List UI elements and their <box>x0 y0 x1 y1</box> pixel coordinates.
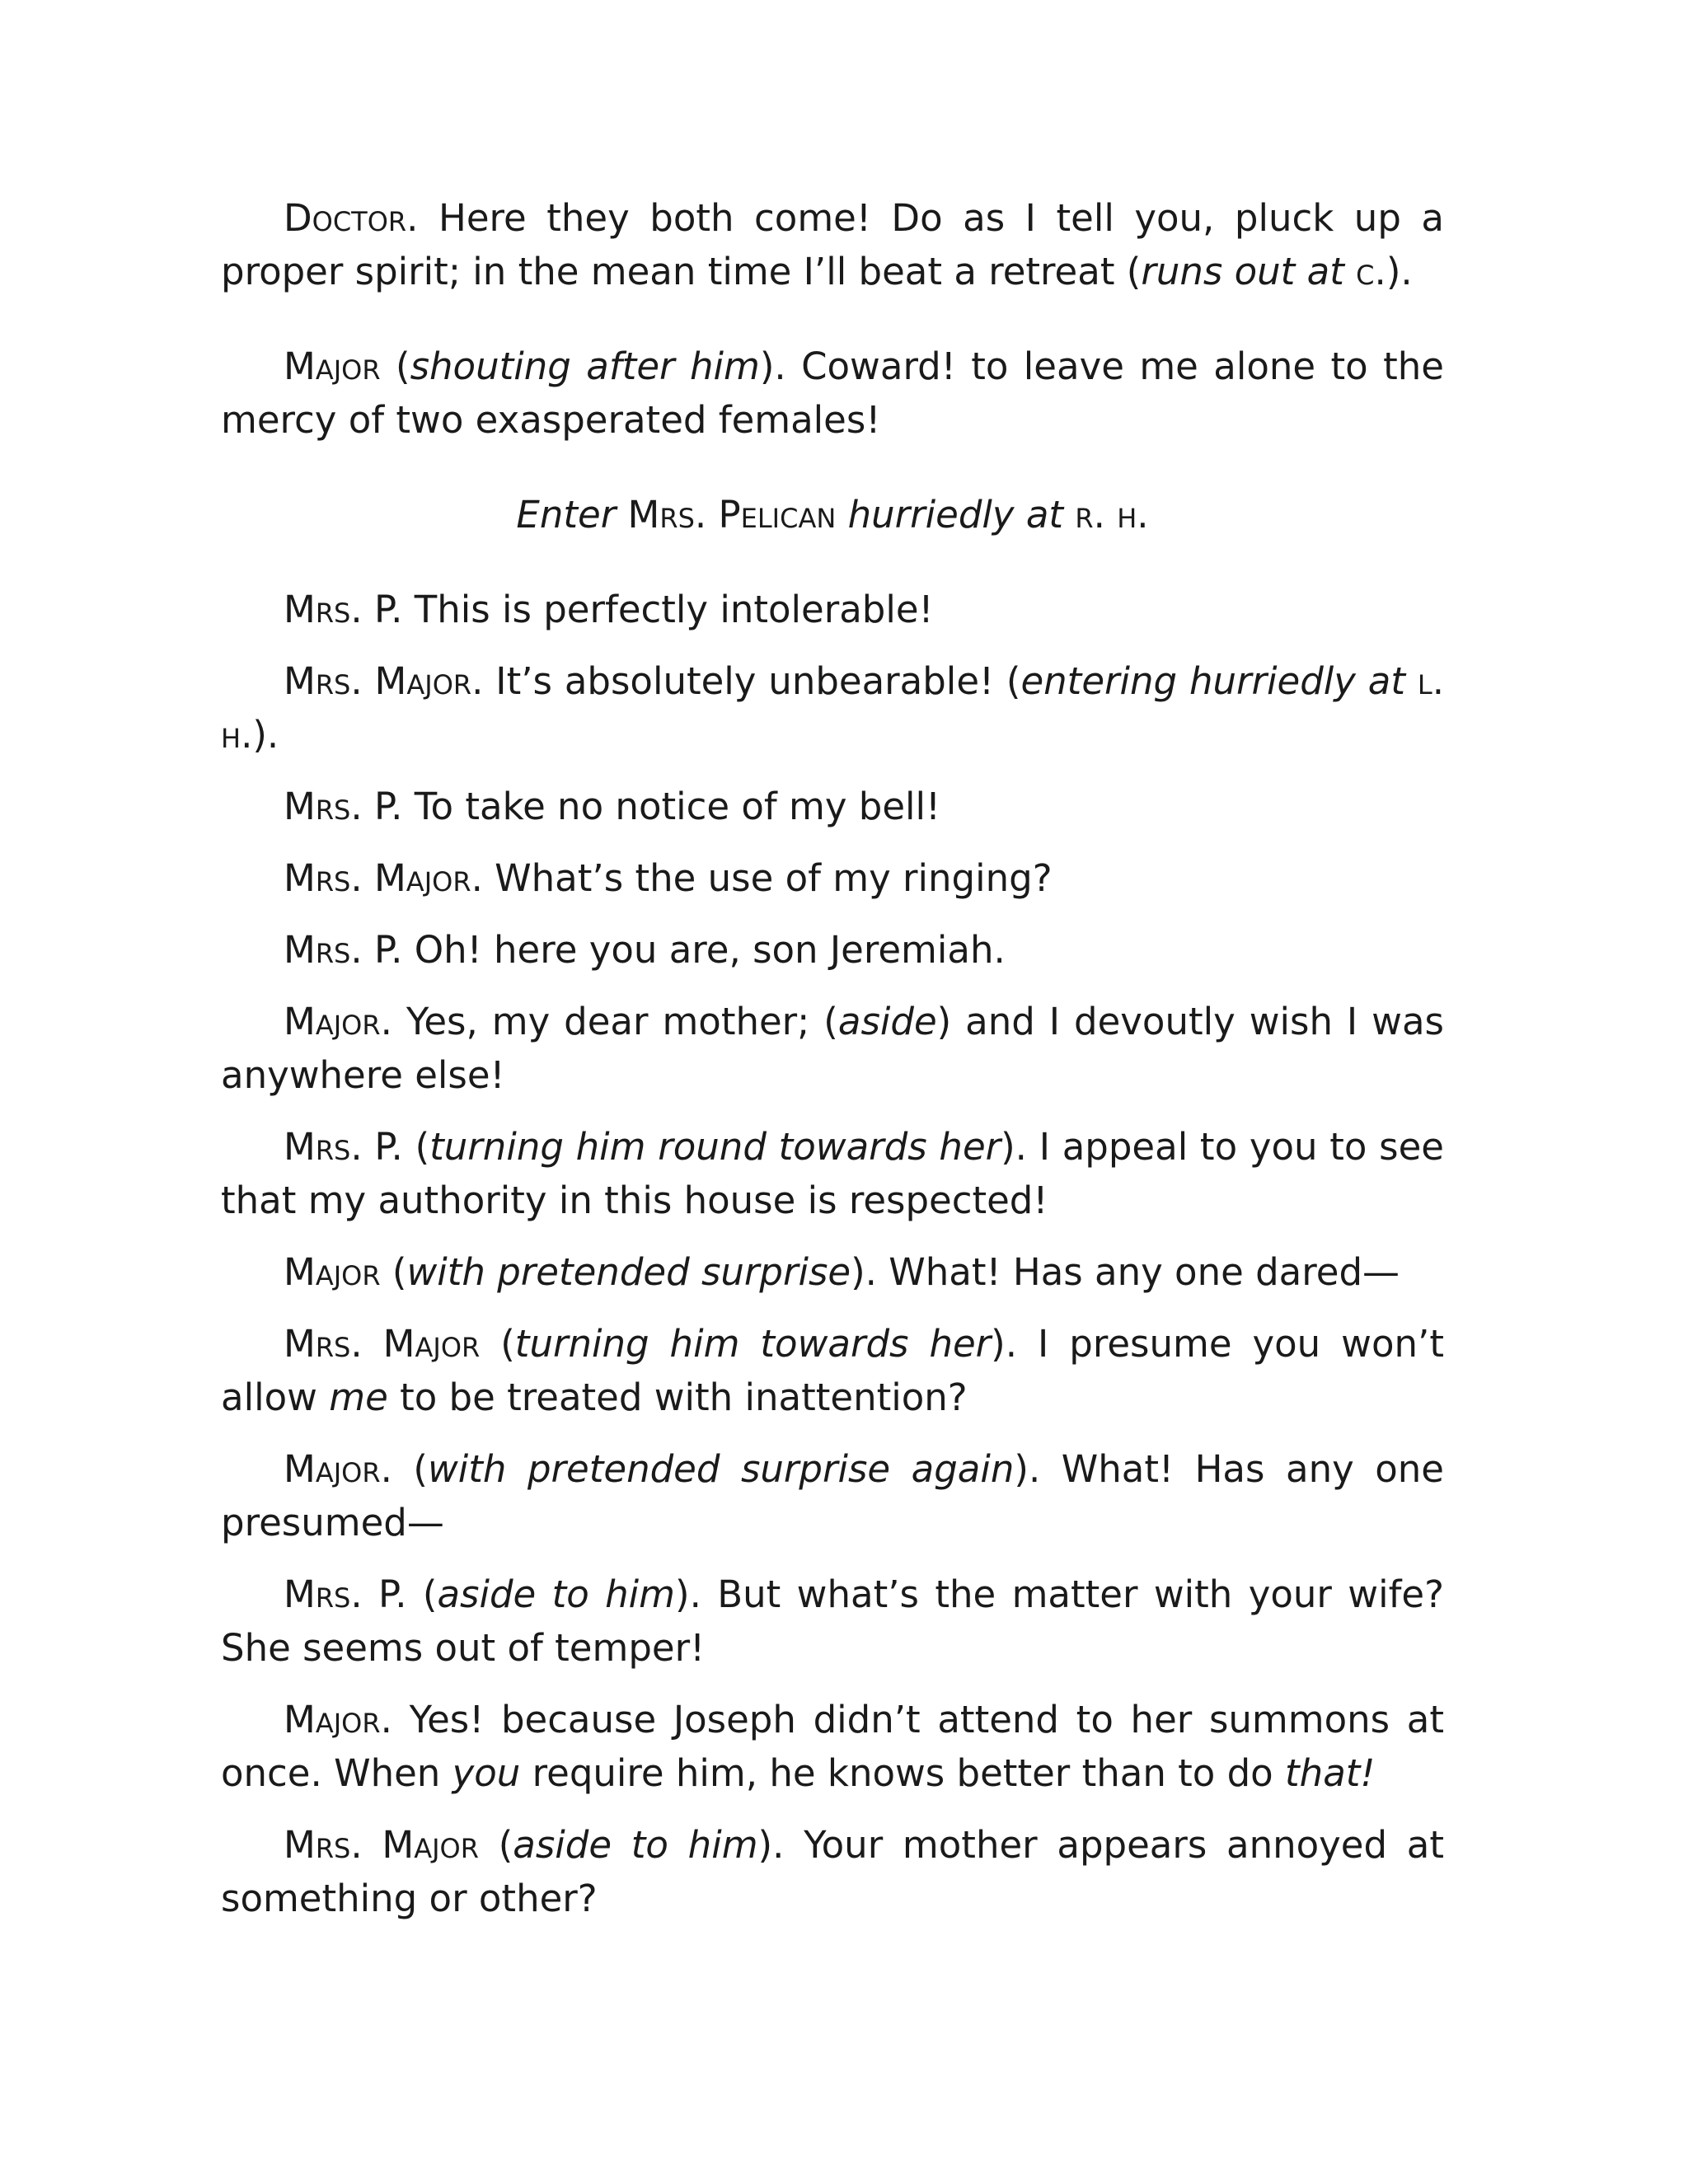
stage-position: c. <box>1356 250 1386 293</box>
speech-mrs-p <box>221 1568 1444 1675</box>
speech-text: . Here they both come! Do as I tell you, pluck up a proper spirit; in the mean time I’ll beat a retreat ( <box>221 196 1444 293</box>
speech-text: ( <box>380 344 410 388</box>
stage-direction-entrance <box>221 488 1444 541</box>
speech-text: ). I appeal to you to see that my authority in this house is respected! <box>221 1125 1444 1222</box>
stage-direction: turning him round towards her <box>429 1125 1001 1169</box>
stage-direction: aside <box>837 1000 937 1043</box>
speaker-name: Mrs. Major <box>284 1823 479 1867</box>
stage-direction: with pretended surprise again <box>427 1447 1015 1491</box>
speech-text: ( <box>480 1322 515 1366</box>
stage-direction: hurriedly at <box>847 493 1076 537</box>
speaker-name: Mrs <box>284 1125 351 1169</box>
emphasis: that! <box>1285 1751 1376 1795</box>
speech-text: . Yes, my dear mother; ( <box>380 1000 838 1043</box>
emphasis: me <box>329 1376 388 1419</box>
speech-text: ( <box>380 1250 407 1294</box>
speaker-name: Mrs <box>284 785 351 828</box>
speech-text: ( <box>478 1823 513 1867</box>
speech-text: ). I presume you won’t allow <box>221 1322 1444 1419</box>
speech-major <box>221 1693 1444 1800</box>
speech-mrs-p <box>221 923 1444 977</box>
speaker-name: Mrs. Major <box>284 659 472 703</box>
speech-text: require him, he knows better than to do <box>520 1751 1286 1795</box>
speaker-name: Doctor <box>284 196 407 240</box>
speech-text: ). <box>252 713 279 757</box>
speaker-name: Major <box>284 1698 381 1741</box>
speaker-name: Mrs <box>284 588 351 631</box>
emphasis: you <box>452 1751 521 1795</box>
speaker-name: Mrs <box>284 928 351 972</box>
stage-direction: aside to him <box>437 1572 676 1616</box>
speech-mrs-p <box>221 780 1444 833</box>
stage-direction: entering hurriedly at <box>1020 659 1418 703</box>
script-page <box>221 191 1444 1943</box>
stage-direction: Enter <box>516 493 617 537</box>
speech-major <box>221 340 1444 447</box>
speech-mrs-p <box>221 583 1444 636</box>
speech-mrs-major <box>221 851 1444 905</box>
speaker-name: Major <box>284 1447 381 1491</box>
speaker-name: Major <box>284 1250 381 1294</box>
stage-direction: runs out at <box>1141 250 1357 293</box>
speaker-name: Major <box>284 1000 381 1043</box>
speech-text: ). Coward! to leave me alone to the mercy of two exasperated females! <box>221 344 1444 442</box>
speaker-name: Major <box>284 344 381 388</box>
stage-direction: shouting after him <box>410 344 760 388</box>
speech-text: ). But what’s the matter with your wife? She seems out of temper! <box>221 1572 1444 1670</box>
speech-major <box>221 995 1444 1102</box>
speech-text: . P. ( <box>350 1572 438 1616</box>
stage-direction: aside to him <box>513 1823 758 1867</box>
speech-text: . P. ( <box>350 1125 430 1169</box>
speech-mrs-major <box>221 1818 1444 1925</box>
stage-direction: with pretended surprise <box>406 1250 851 1294</box>
speech-text: . ( <box>380 1447 428 1491</box>
speech-text: ). <box>1386 250 1413 293</box>
speech-major <box>221 1442 1444 1549</box>
speaker-name: Mrs. Major <box>284 1322 481 1366</box>
speech-mrs-major <box>221 654 1444 762</box>
speech-text: ). What! Has any one presumed— <box>221 1447 1444 1544</box>
speech-text: to be treated with inattention? <box>387 1376 968 1419</box>
stage-position: r. h. <box>1075 493 1149 537</box>
speech-major <box>221 1245 1444 1299</box>
speech-text: ) and I devoutly wish I was anywhere else! <box>221 1000 1444 1097</box>
speech-text: . P. This is perfectly intolerable! <box>350 588 934 631</box>
speech-text: . What’s the use of my ringing? <box>471 856 1053 900</box>
speech-mrs-major <box>221 1317 1444 1424</box>
speech-text: . P. Oh! here you are, son Jeremiah. <box>350 928 1006 972</box>
speaker-name: Mrs <box>284 1572 351 1616</box>
speech-text: ). What! Has any one dared— <box>851 1250 1400 1294</box>
stage-direction: turning him towards her <box>514 1322 992 1366</box>
speech-text: . Yes! because Joseph didn’t attend to her summons at once. When <box>221 1698 1444 1795</box>
speech-mrs-p <box>221 1120 1444 1227</box>
speaker-name: Mrs. Major <box>284 856 471 900</box>
speech-text: . It’s absolutely unbearable! ( <box>471 659 1021 703</box>
character-name: Mrs. Pelican <box>616 493 848 537</box>
speech-doctor <box>221 191 1444 298</box>
speech-text: . P. To take no notice of my bell! <box>350 785 941 828</box>
stage-position: l. h. <box>221 659 1444 757</box>
speech-text: ). Your mother appears annoyed at something or other? <box>221 1823 1444 1920</box>
